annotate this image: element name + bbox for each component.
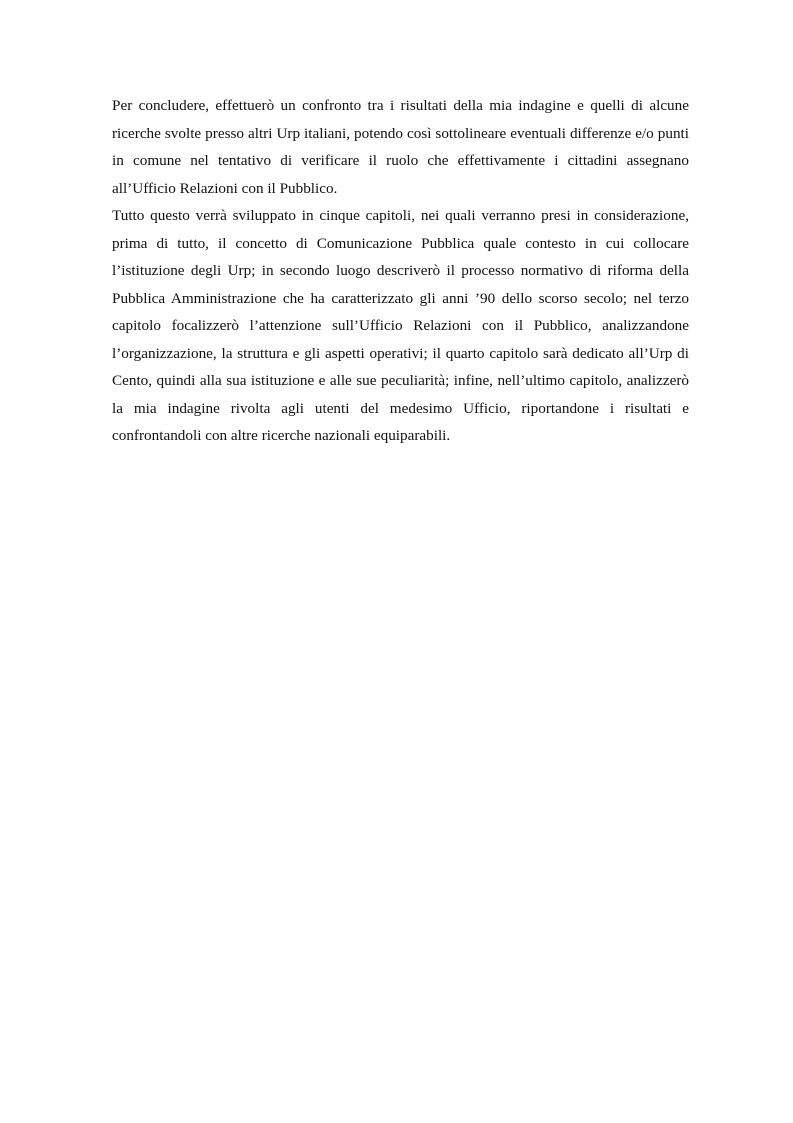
paragraph-chapter-outline: Tutto questo verrà sviluppato in cinque capitoli, nei quali verranno presi in considerazione, prima di tutto, il concetto di Comunicazione Pubblica quale contesto in cui collocare l’istituzione degli Urp; in secondo luogo descriverò il processo normativo di riforma della Pubblica Amministrazione che ha caratterizzato gli anni ’90 dello scorso secolo; nel terzo capitolo focalizzerò l’attenzione sull’Ufficio Relazioni con il Pubblico, analizzandone l’organizzazione, la struttura e gli aspetti operativi; il quarto capitolo sarà dedicato all’Urp di Cento, quindi alla sua istituzione e alle sue peculiarità; infine, nell’ultimo capitolo, analizzerò la mia indagine rivolta agli utenti del medesimo Ufficio, riportandone i risultati e confrontandoli con altre ricerche nazionali equiparabili. bbox=[112, 207, 689, 444]
paragraph-conclusion: Per concludere, effettuerò un confronto tra i risultati della mia indagine e quelli di alcune ricerche svolte presso altri Urp italiani, potendo così sottolineare eventuali differenze e/o punti in comune nel tentativo di verificare il ruolo che effettivamente i cittadini assegnano all’Ufficio Relazioni con il Pubblico. bbox=[112, 97, 689, 197]
body-text bbox=[112, 92, 689, 450]
